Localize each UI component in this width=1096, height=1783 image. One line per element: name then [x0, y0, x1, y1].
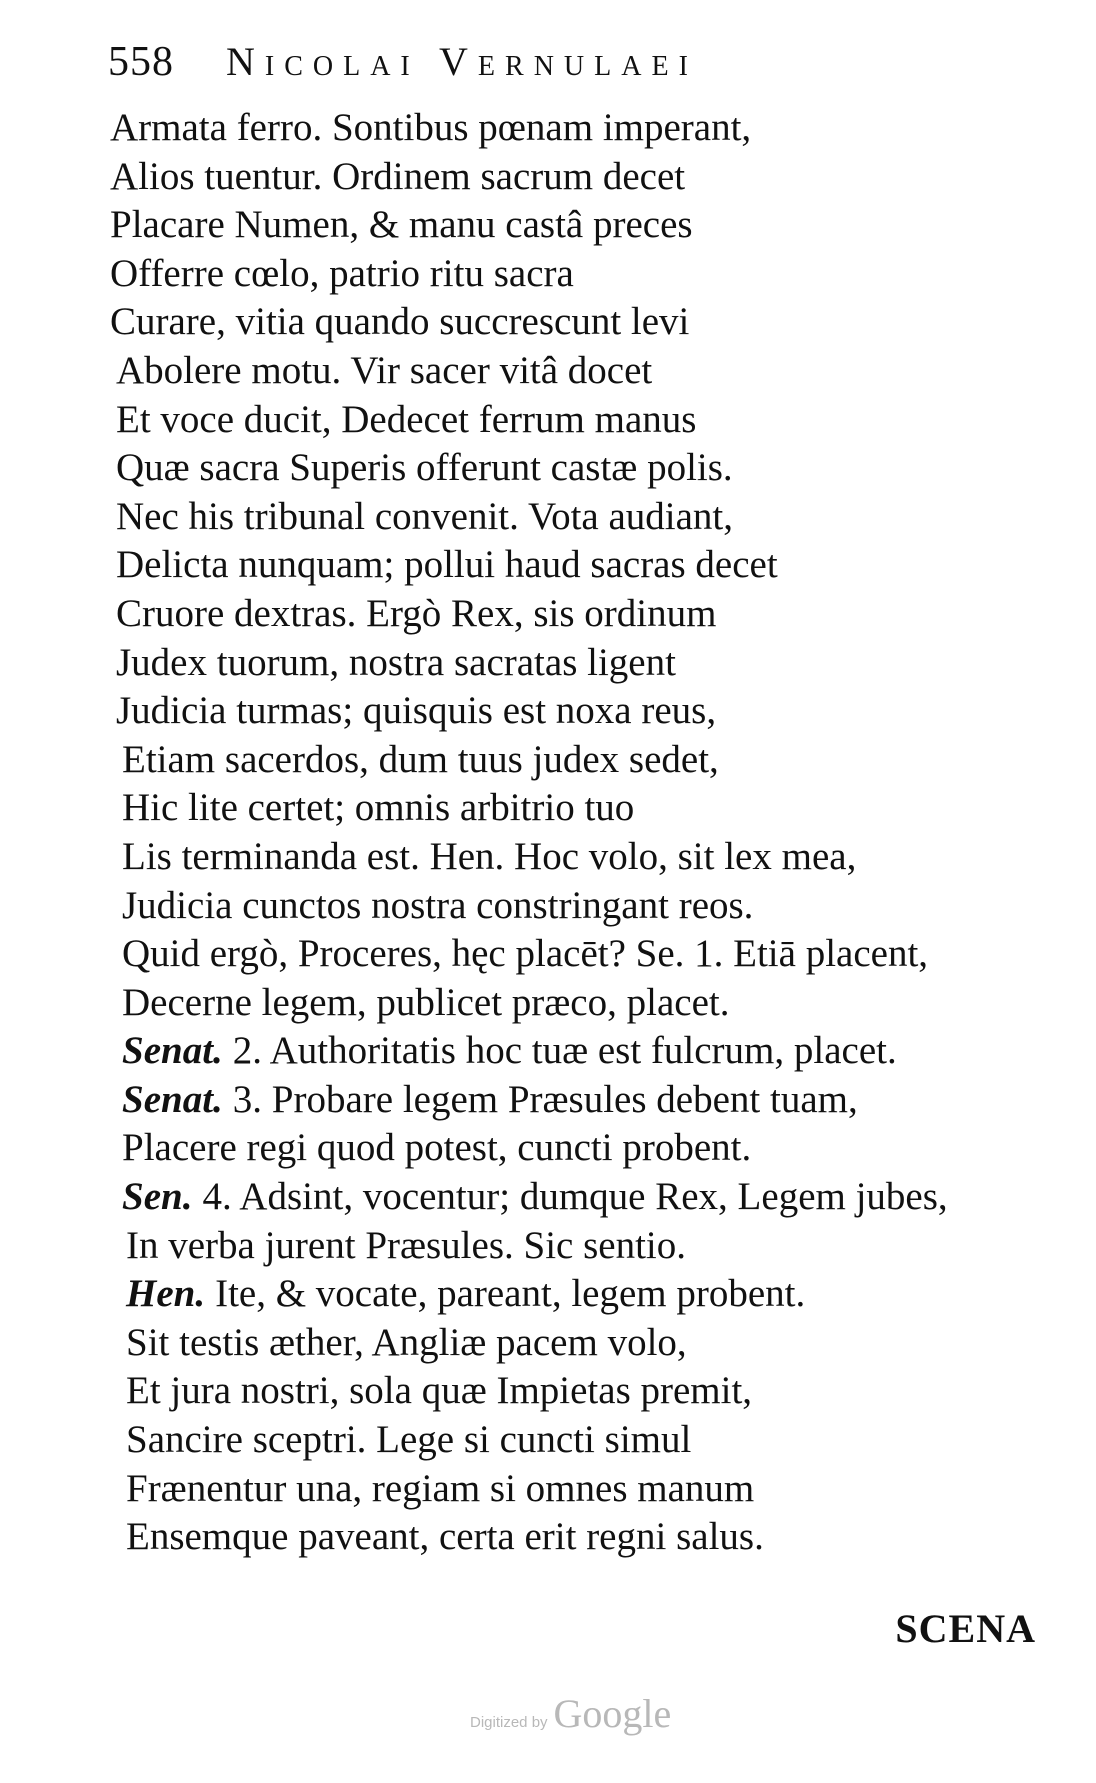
verse-line: In verba jurent Præsules. Sic sentio. — [126, 1223, 686, 1267]
speaker-label: Senat. — [122, 1029, 223, 1073]
speaker-label: Sen. — [122, 1175, 193, 1219]
verse-line: Decerne legem, publicet præco, placet. — [122, 980, 730, 1024]
verse-line: Judicia cunctos nostra constringant reos. — [122, 883, 754, 927]
verse-line: Alios tuentur. Ordinem sacrum decet — [110, 154, 686, 198]
verse-line: Hen. Ite, & vocate, pareant, legem probent. — [110, 1270, 1050, 1319]
verse-line: Curare, vitia quando succrescunt levi — [110, 300, 690, 344]
verse-line: Placere regi quod potest, cuncti probent. — [122, 1126, 752, 1170]
page-number: 558 — [108, 39, 174, 85]
verse-line: Et voce ducit, Dedecet ferrum manus — [116, 397, 697, 441]
verse-line: Sit testis æther, Angliæ pacem volo, — [126, 1320, 687, 1364]
verse-line: Ensemque paveant, certa erit regni salus. — [126, 1515, 764, 1559]
verse-line: Abolere motu. Vir sacer vitâ docet — [116, 348, 653, 392]
verse-line: Senat. 3. Probare legem Præsules debent tuam, — [110, 1076, 1050, 1125]
verse-line: Quid ergò, Proceres, hęc placēt? Se. 1. Etiā placent, — [122, 932, 929, 976]
verse-line: Delicta nunquam; pollui haud sacras decet — [116, 543, 778, 587]
catchword: SCENA — [895, 1606, 1036, 1651]
verse-line: Hic lite certet; omnis arbitrio tuo — [122, 786, 635, 830]
verse-line: Cruore dextras. Ergò Rex, sis ordinum — [116, 591, 717, 635]
google-logo: Google — [553, 1691, 672, 1736]
verse-line: Armata ferro. Sontibus pœnam imperant, — [110, 106, 752, 149]
running-head: Nicolai Vernulaei — [226, 39, 698, 84]
verse-line: Nec his tribunal convenit. Vota audiant, — [116, 494, 734, 538]
verse-line: Judicia turmas; quisquis est noxa reus, — [116, 689, 717, 733]
verse-line: Etiam sacerdos, dum tuus judex sedet, — [122, 737, 719, 781]
verse-line: Frænentur una, regiam si omnes manum — [126, 1466, 755, 1510]
verse-line: Quæ sacra Superis offerunt castæ polis. — [116, 446, 733, 490]
verse-line: Placare Numen, & manu castâ preces — [110, 203, 693, 247]
page-header — [108, 38, 908, 98]
speaker-label: Senat. — [122, 1077, 223, 1121]
verse-line: Sancire sceptri. Lege si cuncti simul — [126, 1418, 692, 1462]
verse-line: Senat. 2. Authoritatis hoc tuæ est fulcrum, placet. — [110, 1027, 1050, 1076]
digitization-watermark — [470, 1690, 671, 1737]
speaker-label: Hen. — [126, 1272, 206, 1316]
verse-line: Lis terminanda est. Hen. Hoc volo, sit lex mea, — [122, 834, 857, 878]
verse-line: Offerre cœlo, patrio ritu sacra — [110, 251, 574, 295]
verse-line: Judex tuorum, nostra sacratas ligent — [116, 640, 676, 684]
verse-line: Sen. 4. Adsint, vocentur; dumque Rex, Legem jubes, — [110, 1173, 1050, 1222]
verse-text — [110, 104, 1050, 1562]
watermark-prefix: Digitized by — [470, 1714, 548, 1731]
verse-line: Et jura nostri, sola quæ Impietas premit, — [126, 1369, 753, 1413]
